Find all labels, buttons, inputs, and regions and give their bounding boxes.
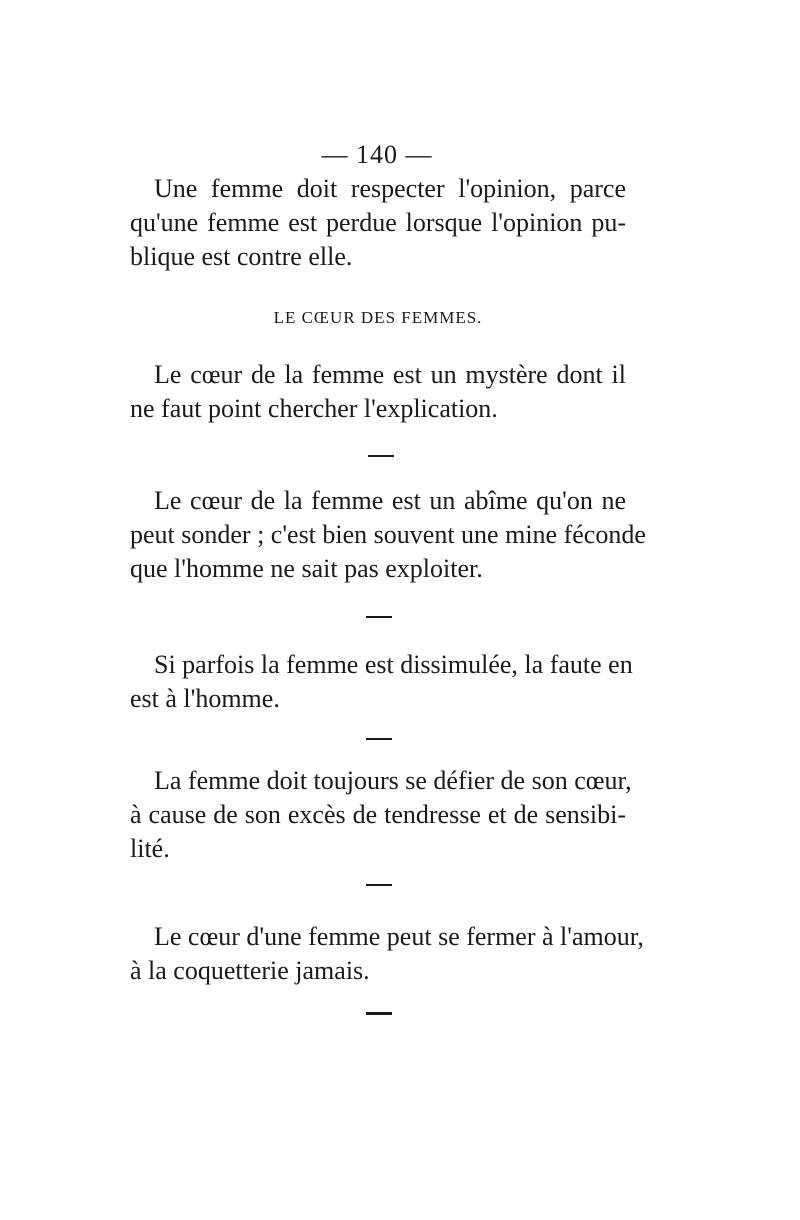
paragraph-line: que l'homme ne sait pas exploiter.: [130, 554, 483, 583]
paragraph-4: [130, 648, 633, 716]
page-number: — 140 —: [321, 140, 433, 169]
paragraph-1: [130, 172, 626, 274]
section-heading: LE CŒUR DES FEMMES.: [273, 308, 483, 327]
paragraph-line: ne faut point chercher l'explication.: [130, 394, 498, 423]
paragraph-line: La femme doit toujours se défier de son cœur,: [154, 766, 632, 795]
separator-dash: [368, 455, 394, 457]
paragraph-line: Si parfois la femme est dissimulée, la faute en: [154, 650, 633, 679]
separator-dash: [366, 1012, 392, 1015]
paragraph-line: à la coquetterie jamais.: [130, 956, 370, 985]
paragraph-line: Le cœur de la femme est un abîme qu'on ne: [154, 486, 626, 515]
separator-dash: [366, 884, 392, 886]
paragraph-line: peut sonder ; c'est bien souvent une mine féconde: [130, 520, 646, 549]
paragraph-2: [130, 358, 626, 426]
paragraph-line: blique est contre elle.: [130, 242, 353, 271]
paragraph-line: qu'une femme est perdue lorsque l'opinion pu-: [130, 208, 626, 237]
paragraph-line: lité.: [130, 834, 170, 863]
paragraph-line: Le cœur d'une femme peut se fermer à l'amour,: [154, 922, 644, 951]
paragraph-line: Le cœur de la femme est un mystère dont il: [154, 360, 626, 389]
paragraph-line: est à l'homme.: [130, 684, 280, 713]
paragraph-5: [130, 764, 632, 866]
separator-dash: [366, 616, 392, 618]
paragraph-3: [130, 484, 646, 586]
paragraph-line: Une femme doit respecter l'opinion, parce: [154, 174, 626, 203]
separator-dash: [366, 738, 392, 740]
paragraph-line: à cause de son excès de tendresse et de sensibi-: [130, 800, 626, 829]
paragraph-6: [130, 920, 644, 988]
